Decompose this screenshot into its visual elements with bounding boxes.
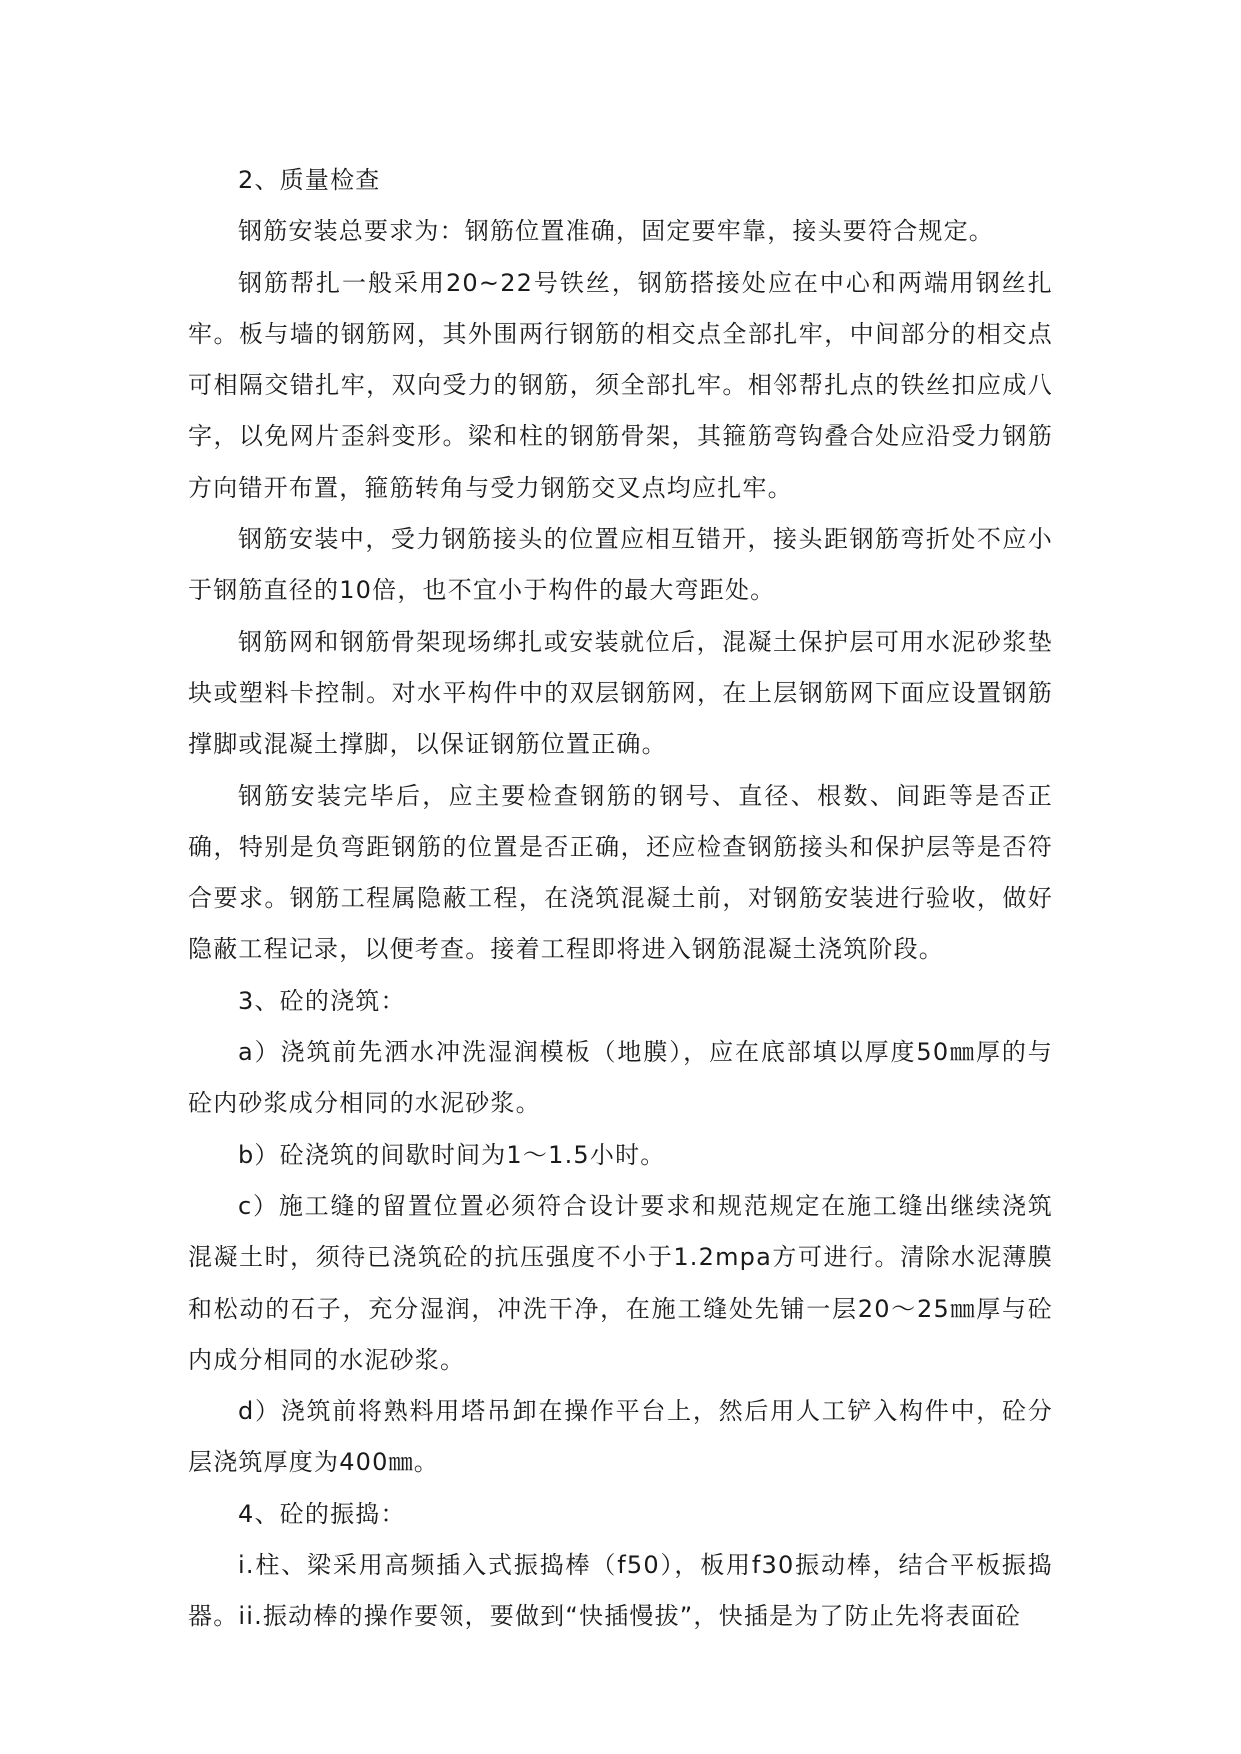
paragraph-general-requirement: 钢筋安装总要求为：钢筋位置准确，固定要牢靠，接头要符合规定。 — [238, 217, 994, 246]
paragraph-protective-layer: 钢筋网和钢筋骨架现场绑扎或安装就位后，混凝土保护层可用水泥砂浆垫块或塑料卡控制。对水平构件中的双层钢筋网，在上层钢筋网下面应设置钢筋撑脚或混凝土撑脚，以保证钢筋位置正确。 — [188, 627, 1053, 759]
paragraph-pouring-d: d）浇筑前将熟料用塔吊卸在操作平台上，然后用人工铲入构件中，砼分层浇筑厚度为400㎜。 — [188, 1397, 1053, 1477]
section-heading-vibration: 4、砼的振捣： — [238, 1499, 406, 1528]
document-body — [188, 155, 1053, 1643]
paragraph-pouring-b: b）砼浇筑的间歇时间为1～1.5小时。 — [238, 1140, 666, 1169]
paragraph-binding-method: 钢筋帮扎一般采用20~22号铁丝，钢筋搭接处应在中心和两端用钢丝扎牢。板与墙的钢筋网，其外围两行钢筋的相交点全部扎牢，中间部分的相交点可相隔交错扎牢，双向受力的钢筋，须全部扎牢。相邻帮扎点的铁丝扣应成八字，以免网片歪斜变形。梁和柱的钢筋骨架，其箍筋弯钩叠合处应沿受力钢筋方向错开布置，箍筋转角与受力钢筋交叉点均应扎牢。 — [188, 268, 1053, 502]
paragraph-inspection: 钢筋安装完毕后，应主要检查钢筋的钢号、直径、根数、间距等是否正确，特别是负弯距钢筋的位置是否正确，还应检查钢筋接头和保护层等是否符合要求。钢筋工程属隐蔽工程，在浇筑混凝土前，对钢筋安装进行验收，做好隐蔽工程记录，以便考查。接着工程即将进入钢筋混凝土浇筑阶段。 — [188, 781, 1053, 964]
paragraph-joint-position: 钢筋安装中，受力钢筋接头的位置应相互错开，接头距钢筋弯折处不应小于钢筋直径的10倍，也不宜小于构件的最大弯距处。 — [188, 525, 1053, 605]
section-heading-quality-check: 2、质量检查 — [238, 166, 381, 194]
section-heading-pouring: 3、砼的浇筑： — [238, 986, 406, 1015]
paragraph-pouring-a: a）浇筑前先洒水冲洗湿润模板（地膜），应在底部填以厚度50㎜厚的与砼内砂浆成分相同的水泥砂浆。 — [188, 1038, 1053, 1118]
paragraph-vibration: i.柱、梁采用高频插入式振捣棒（f50），板用f30振动棒，结合平板振捣器。ii.振动棒的操作要领，要做到“快插慢拔”，快插是为了防止先将表面砼 — [188, 1551, 1053, 1631]
paragraph-pouring-c: c）施工缝的留置位置必须符合设计要求和规范规定在施工缝出继续浇筑混凝土时，须待已浇筑砼的抗压强度不小于1.2mpa方可进行。清除水泥薄膜和松动的石子，充分湿润，冲洗干净，在施工缝处先铺一层20～25㎜厚与砼内成分相同的水泥砂浆。 — [188, 1191, 1053, 1374]
